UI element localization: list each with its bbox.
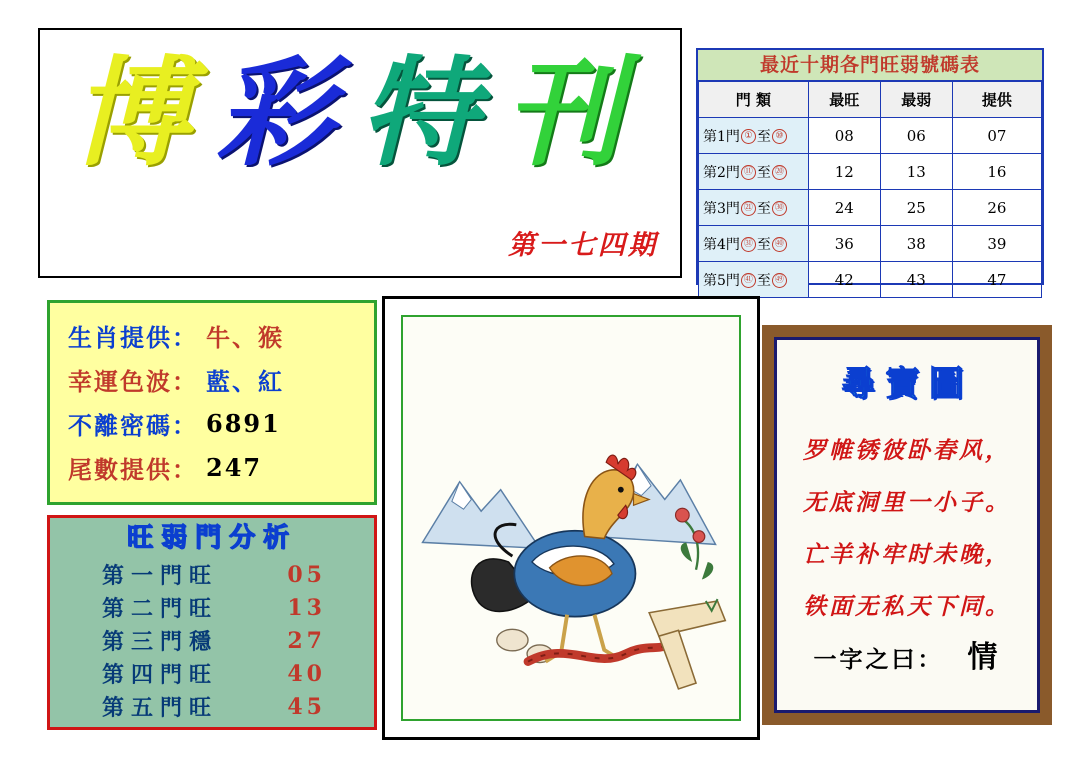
info-label: 不離密碼： [68, 410, 198, 440]
masthead-char-4: 刊 [504, 43, 649, 182]
masthead-title [40, 43, 680, 182]
poem-line: 亡羊补牢时未晚， [803, 541, 1011, 568]
tips-info-box [47, 300, 377, 505]
poem-line: 无底洞里一小子。 [803, 489, 1011, 516]
info-value: 6891 [206, 408, 281, 438]
info-row [50, 313, 374, 357]
masthead-char-1: 博 [71, 43, 216, 182]
poem-inner-frame [774, 337, 1040, 713]
info-value: 藍、紅 [206, 366, 284, 396]
range-to-label: 至 [756, 272, 771, 289]
table-row [699, 154, 1042, 190]
give-value: 26 [952, 190, 1041, 226]
give-value: 07 [952, 118, 1041, 154]
analysis-text: 第二門旺 [102, 596, 219, 622]
range-to-label: 至 [756, 164, 771, 181]
poem-footer-word: 情 [967, 640, 1001, 675]
analysis-number: 45 [287, 693, 326, 720]
range-to-badge: ㊵ [772, 237, 787, 252]
cold-value: 13 [880, 154, 952, 190]
table-row [699, 118, 1042, 154]
hot-value: 08 [808, 118, 880, 154]
hot-cold-number-table [696, 48, 1044, 289]
gate-label: 第4門 [703, 236, 740, 253]
range-from-badge: ㉛ [741, 237, 756, 252]
masthead-char-3: 特 [360, 43, 505, 182]
range-to-badge: ⑩ [772, 129, 787, 144]
illustration-frame [401, 315, 741, 721]
info-row [50, 445, 374, 489]
gate-cell [699, 226, 809, 262]
poem-title: 尋寶圖 [841, 364, 973, 404]
hot-value: 36 [808, 226, 880, 262]
range-from-badge: ⑪ [741, 165, 756, 180]
table-caption: 最近十期各門旺弱號碼表 [698, 50, 1042, 81]
col-hot: 最旺 [808, 82, 880, 118]
analysis-text: 第一門旺 [102, 563, 219, 589]
info-row [50, 357, 374, 401]
gate-analysis-box [47, 515, 377, 730]
range-to-badge: ⑳ [772, 165, 787, 180]
info-value: 牛、猴 [206, 322, 284, 352]
gate-cell [699, 262, 809, 298]
analysis-row [50, 558, 374, 591]
hot-value: 24 [808, 190, 880, 226]
range-to-label: 至 [756, 200, 771, 217]
cold-value: 06 [880, 118, 952, 154]
analysis-text: 第四門旺 [102, 662, 219, 688]
info-label: 尾數提供： [68, 454, 198, 484]
hot-value: 12 [808, 154, 880, 190]
table-header-row [699, 82, 1042, 118]
rank-table [698, 81, 1042, 298]
analysis-row [50, 690, 374, 723]
gate-label: 第1門 [703, 128, 740, 145]
col-cold: 最弱 [880, 82, 952, 118]
rooster-snake-illustration [403, 317, 739, 719]
info-label: 生肖提供： [68, 322, 198, 352]
range-to-label: 至 [756, 128, 771, 145]
analysis-number: 40 [287, 660, 326, 687]
illustration-panel [382, 296, 760, 740]
gate-cell [699, 190, 809, 226]
table-row [699, 226, 1042, 262]
analysis-text: 第三門穩 [102, 629, 219, 655]
analysis-text: 第五門旺 [102, 695, 219, 721]
col-gate: 門 類 [699, 82, 809, 118]
range-from-badge: ① [741, 129, 756, 144]
range-to-badge: ㉚ [772, 201, 787, 216]
table-row [699, 262, 1042, 298]
analysis-title: 旺弱門分析 [126, 523, 297, 553]
gate-label: 第2門 [703, 164, 740, 181]
table-row [699, 190, 1042, 226]
poem-line: 罗帷锈彼卧春风， [803, 437, 1011, 464]
range-to-badge: ㊾ [772, 273, 787, 288]
hot-value: 42 [808, 262, 880, 298]
analysis-number: 13 [287, 594, 326, 621]
analysis-row [50, 624, 374, 657]
range-from-badge: ㉑ [741, 201, 756, 216]
gate-label: 第3門 [703, 200, 740, 217]
info-label: 幸運色波： [68, 366, 198, 396]
analysis-row [50, 657, 374, 690]
masthead-char-2: 彩 [215, 43, 360, 182]
poem-line: 铁面无私天下同。 [803, 593, 1011, 620]
poem-footer [777, 632, 1037, 676]
poem-panel [762, 325, 1052, 725]
masthead-banner [38, 28, 682, 278]
gate-cell [699, 118, 809, 154]
cold-value: 43 [880, 262, 952, 298]
gate-cell [699, 154, 809, 190]
info-row [50, 401, 374, 445]
cold-value: 38 [880, 226, 952, 262]
give-value: 16 [952, 154, 1041, 190]
give-value: 47 [952, 262, 1041, 298]
info-value: 247 [206, 452, 263, 482]
cold-value: 25 [880, 190, 952, 226]
col-give: 提供 [952, 82, 1041, 118]
analysis-number: 27 [287, 627, 326, 654]
range-to-label: 至 [756, 236, 771, 253]
poem-footer-label: 一字之曰： [813, 646, 944, 673]
give-value: 39 [952, 226, 1041, 262]
issue-number: 第一七四期 [508, 230, 658, 261]
range-from-badge: ㊶ [741, 273, 756, 288]
gate-label: 第5門 [703, 272, 740, 289]
analysis-row [50, 591, 374, 624]
analysis-number: 05 [287, 561, 326, 588]
